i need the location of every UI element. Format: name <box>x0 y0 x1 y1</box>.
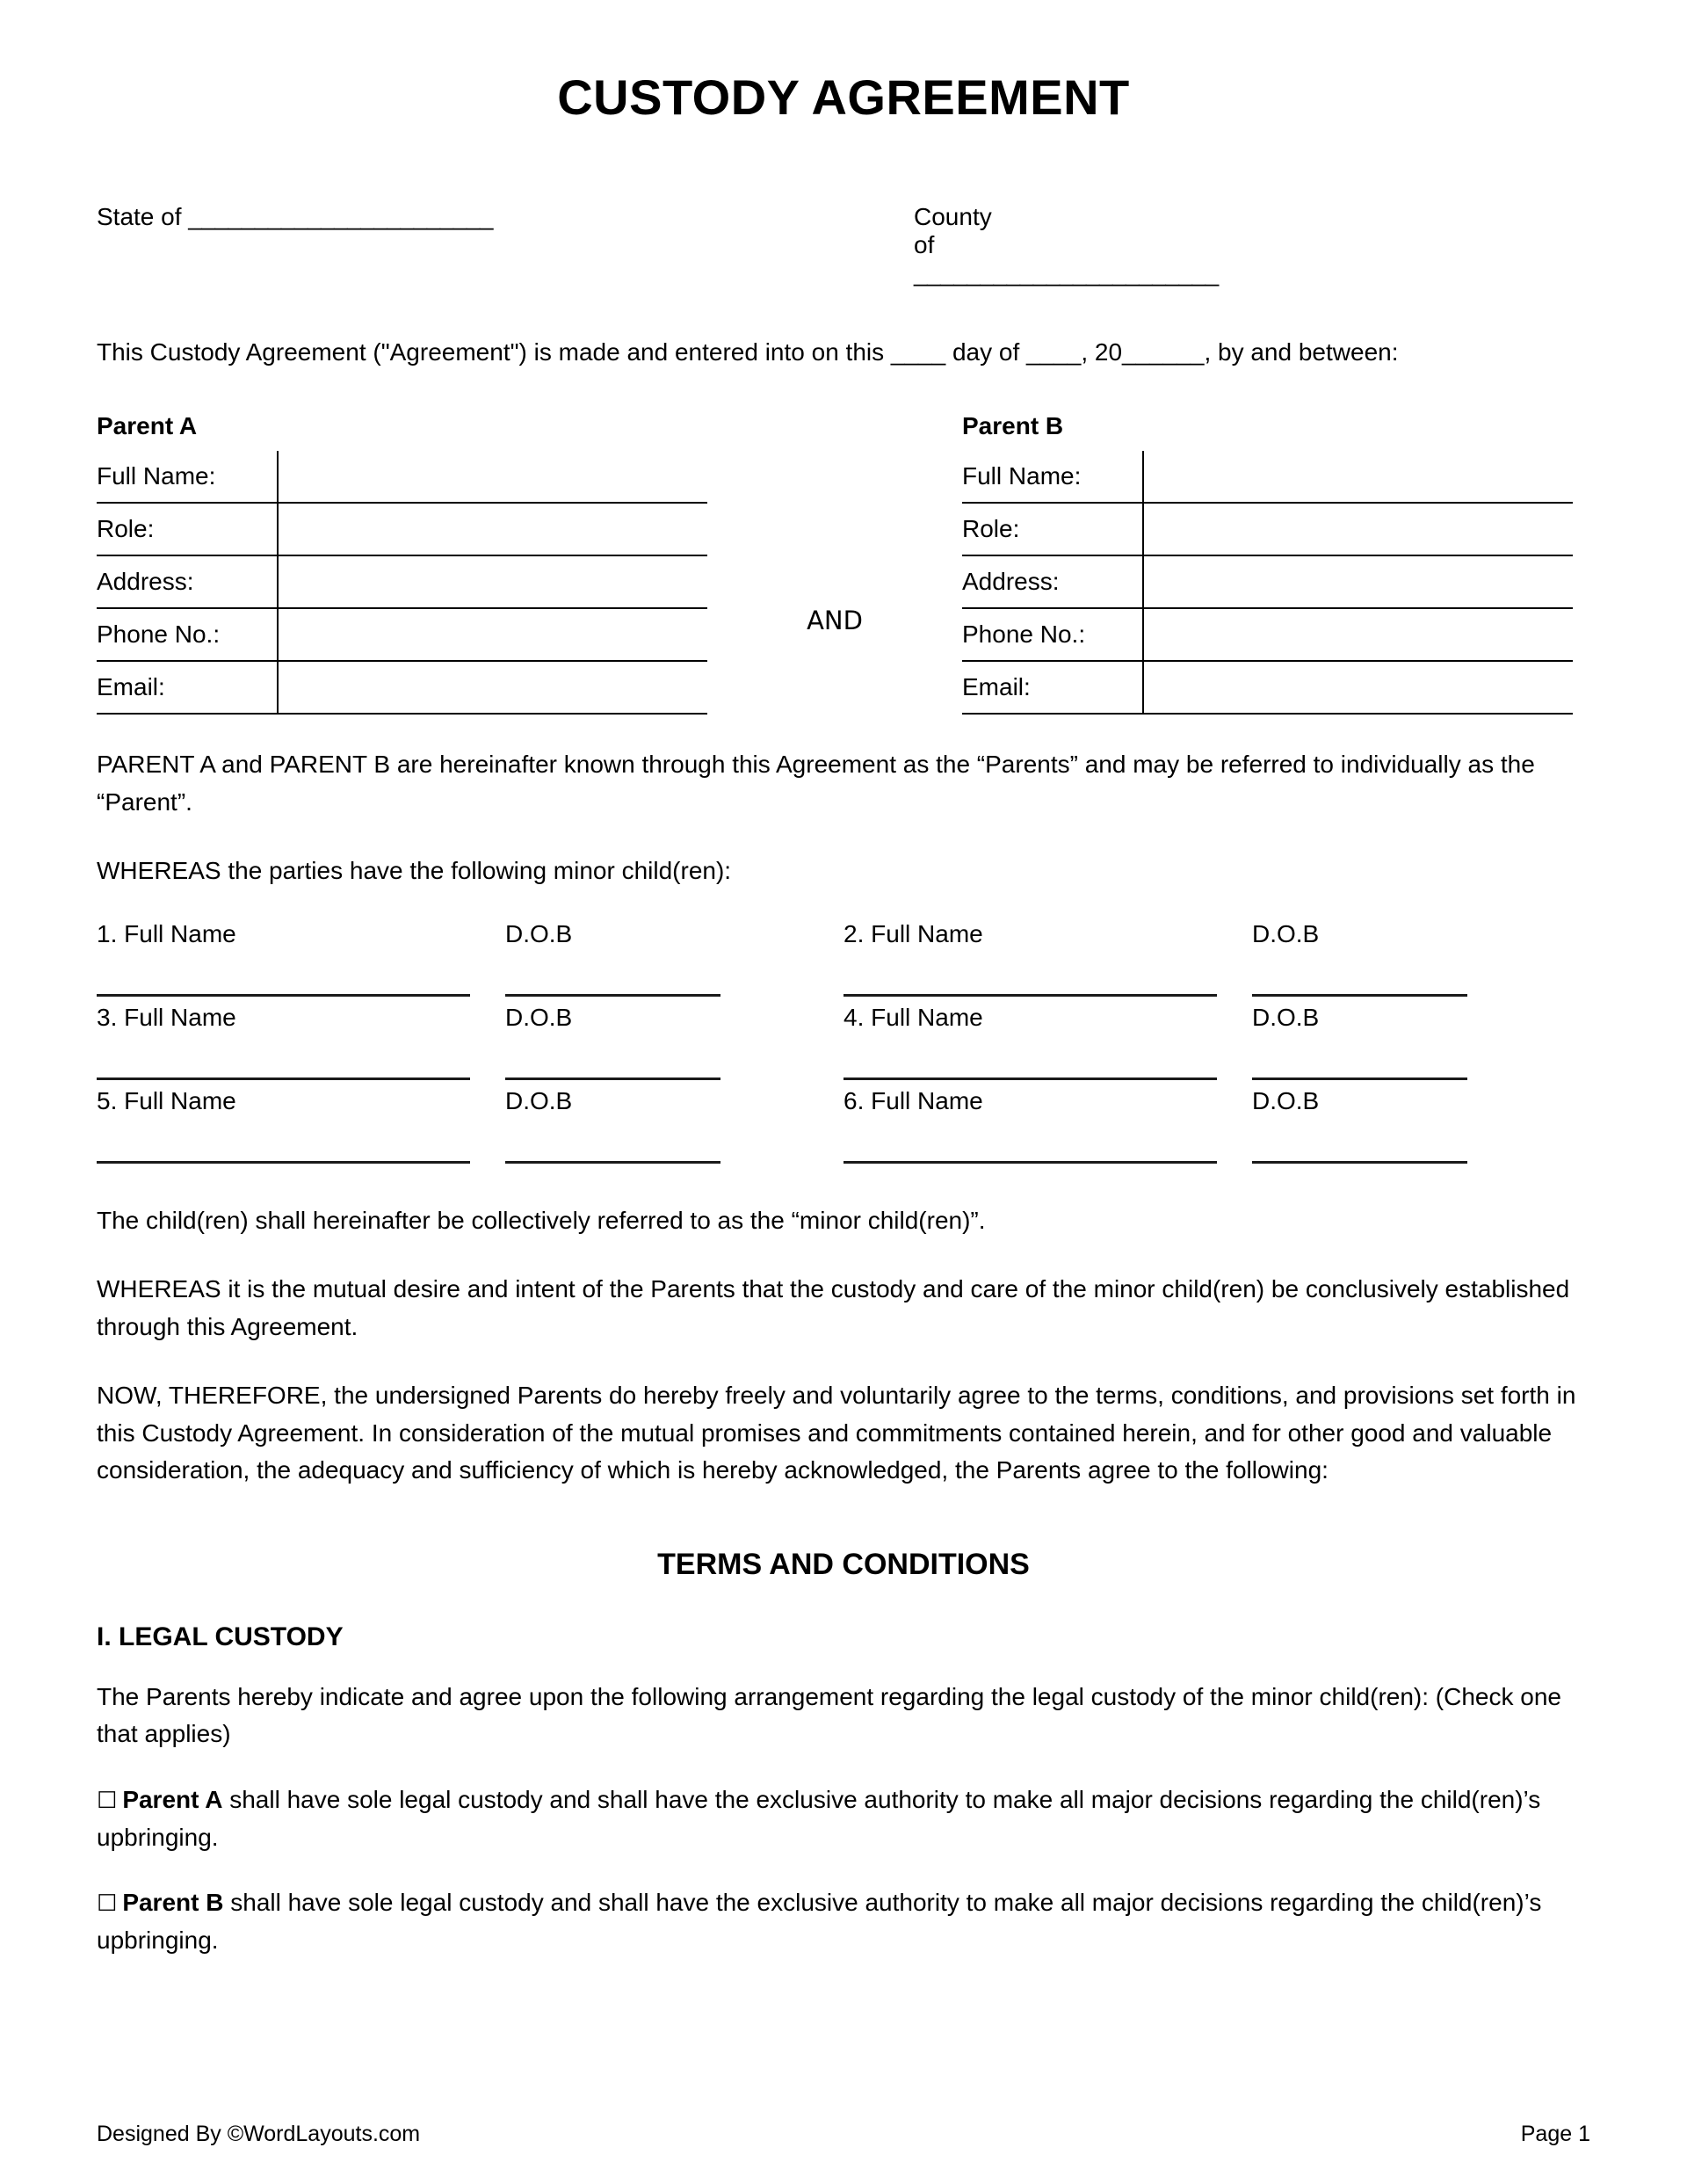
page-footer <box>97 2122 1590 2147</box>
child-6-name-label <box>844 1087 1252 1161</box>
paragraph-whereas-intent: WHEREAS it is the mutual desire and intent of the Parents that the custody and care of the minor child(ren) be conclusively established through this Agreement. <box>97 1275 1570 1340</box>
state-county-row <box>97 203 1590 287</box>
child-5-name-field <box>97 1087 505 1164</box>
child-4-dob-field <box>1252 1004 1472 1080</box>
county-field <box>70 203 1219 287</box>
parent-a-table <box>97 451 707 715</box>
child-1-dob-input-line[interactable] <box>505 994 720 997</box>
checkbox-icon[interactable]: ☐ <box>97 1788 118 1815</box>
child-entry-1 <box>97 920 844 997</box>
paragraph-parents-defined: PARENT A and PARENT B are hereinafter known through this Agreement as the “Parents” and may be referred to individually as the “Parent”. <box>97 751 1535 816</box>
table-row <box>962 555 1573 608</box>
parent-a-field-value-role[interactable] <box>278 503 707 555</box>
child-row <box>97 1087 1590 1164</box>
and-separator <box>707 412 962 715</box>
parent-b-field-value-email[interactable] <box>1143 661 1573 714</box>
parent-a-field-value-address[interactable] <box>278 555 707 608</box>
child-6-dob-input-line[interactable] <box>1252 1161 1467 1164</box>
child-entry-2 <box>844 920 1590 997</box>
parent-b-field-label-email: Email: <box>962 661 1143 714</box>
child-5-dob-input-line[interactable] <box>505 1161 720 1164</box>
parent-b-field-value-full-name[interactable] <box>1143 451 1573 503</box>
table-row <box>97 503 707 555</box>
checkbox-icon[interactable]: ☐ <box>97 1890 118 1918</box>
table-row <box>962 608 1573 661</box>
and-label: AND <box>807 606 863 635</box>
child-6-name-text: Full Name <box>871 1086 983 1114</box>
table-row <box>97 608 707 661</box>
child-3-name-input-line[interactable] <box>97 1077 470 1080</box>
parents-section <box>97 412 1590 715</box>
table-row <box>962 661 1573 714</box>
child-3-dob-field <box>505 1004 725 1080</box>
parent-a-field-label-email: Email: <box>97 661 278 714</box>
parent-a-field-label-address: Address: <box>97 555 278 608</box>
parent-a-field-value-full-name[interactable] <box>278 451 707 503</box>
child-5-name-input-line[interactable] <box>97 1161 470 1164</box>
child-entry-3 <box>97 1004 844 1080</box>
parent-b-field-label-address: Address: <box>962 555 1143 608</box>
paragraph-whereas-children: WHEREAS the parties have the following minor child(ren): <box>97 857 732 885</box>
child-1-dob-label: D.O.B <box>505 919 573 947</box>
state-label: State of <box>97 203 189 230</box>
option-b-bold-label: Parent B <box>122 1889 224 1917</box>
parent-b-field-value-address[interactable] <box>1143 555 1573 608</box>
child-1-number: 1. <box>97 919 118 947</box>
parent-b-field-label-role: Role: <box>962 503 1143 555</box>
child-1-name-field <box>97 920 505 997</box>
clause-legal-custody-intro: The Parents hereby indicate and agree upon the following arrangement regarding the legal custody of the minor child(ren): (Check one that applies) <box>97 1682 1561 1748</box>
parent-a-field-value-email[interactable] <box>278 661 707 714</box>
parent-b-field-label-phone: Phone No.: <box>962 608 1143 661</box>
child-3-number: 3. <box>97 1003 118 1031</box>
child-1-name-input-line[interactable] <box>97 994 470 997</box>
terms-and-conditions-heading: TERMS AND CONDITIONS <box>657 1547 1030 1581</box>
child-3-name-label <box>97 1004 505 1077</box>
child-2-name-field <box>844 920 1252 997</box>
option-b-text: shall have sole legal custody and shall have the exclusive authority to make all major decisions regarding the child(ren)’s upbringing. <box>97 1889 1542 1954</box>
table-row <box>97 555 707 608</box>
child-entry-6 <box>844 1087 1590 1164</box>
child-row <box>97 920 1590 997</box>
child-3-dob-label: D.O.B <box>505 1003 573 1031</box>
state-blank[interactable]: _______________________ <box>188 203 493 230</box>
parent-a-field-label-phone: Phone No.: <box>97 608 278 661</box>
legal-custody-option-parent-b[interactable] <box>97 1856 1590 1959</box>
child-6-dob-label: D.O.B <box>1252 1086 1320 1114</box>
child-5-name-text: Full Name <box>124 1086 236 1114</box>
child-4-number: 4. <box>844 1003 865 1031</box>
parent-a-column <box>97 412 707 715</box>
child-1-name-text: Full Name <box>124 919 236 947</box>
child-3-name-text: Full Name <box>124 1003 236 1031</box>
option-a-bold-label: Parent A <box>122 1786 223 1814</box>
child-3-dob-input-line[interactable] <box>505 1077 720 1080</box>
child-entry-4 <box>844 1004 1590 1080</box>
child-2-dob-label: D.O.B <box>1252 919 1320 947</box>
parent-a-field-value-phone[interactable] <box>278 608 707 661</box>
child-5-name-label <box>97 1087 505 1161</box>
child-6-dob-field <box>1252 1087 1472 1164</box>
child-5-dob-label: D.O.B <box>505 1086 573 1114</box>
county-label: County of <box>914 203 992 258</box>
paragraph-collectively: The child(ren) shall hereinafter be collectively referred to as the “minor child(ren)”. <box>97 1206 986 1234</box>
child-row <box>97 1004 1590 1080</box>
child-1-dob-field <box>505 920 725 997</box>
county-blank[interactable]: _______________________ <box>914 259 1219 287</box>
legal-custody-option-parent-a[interactable] <box>97 1753 1590 1856</box>
parent-a-heading: Parent A <box>97 412 198 439</box>
clause-legal-custody-heading: I. LEGAL CUSTODY <box>97 1622 344 1651</box>
paragraph-now-therefore: NOW, THEREFORE, the undersigned Parents do hereby freely and voluntarily agree to the terms, conditions, and provisions set forth in this Custody Agreement. In consideration of the mutual promises and commitments contained herein, and for other good and valuable consideration, the adequacy and sufficiency of which is hereby acknowledged, the Parents agree to the following: <box>97 1382 1576 1484</box>
child-3-name-field <box>97 1004 505 1080</box>
child-4-name-label <box>844 1004 1252 1077</box>
page-title: CUSTODY AGREEMENT <box>557 69 1130 125</box>
footer-page-number: Page 1 <box>1520 2122 1590 2146</box>
child-4-name-input-line[interactable] <box>844 1077 1217 1080</box>
child-2-dob-field <box>1252 920 1472 997</box>
table-row <box>962 451 1573 503</box>
parent-a-field-label-role: Role: <box>97 503 278 555</box>
child-4-name-text: Full Name <box>871 1003 983 1031</box>
child-2-name-label <box>844 920 1252 994</box>
children-list <box>97 920 1590 1164</box>
child-1-name-label <box>97 920 505 994</box>
child-4-dob-label: D.O.B <box>1252 1003 1320 1031</box>
child-4-dob-input-line[interactable] <box>1252 1077 1467 1080</box>
child-2-number: 2. <box>844 919 865 947</box>
table-row <box>962 503 1573 555</box>
child-6-name-field <box>844 1087 1252 1164</box>
parent-a-field-label-full-name: Full Name: <box>97 451 278 503</box>
table-row <box>97 661 707 714</box>
parent-b-field-value-phone[interactable] <box>1143 608 1573 661</box>
child-6-number: 6. <box>844 1086 865 1114</box>
table-row <box>97 451 707 503</box>
option-a-text: shall have sole legal custody and shall have the exclusive authority to make all major decisions regarding the child(ren)’s upbringing. <box>97 1786 1541 1851</box>
parent-b-table <box>962 451 1573 715</box>
child-2-dob-input-line[interactable] <box>1252 994 1467 997</box>
agreement-intro-line: This Custody Agreement ("Agreement") is made and entered into on this ____ day of ____, 20______, by and between: <box>97 338 1399 366</box>
footer-credit: Designed By ©WordLayouts.com <box>97 2122 421 2146</box>
parent-b-field-value-role[interactable] <box>1143 503 1573 555</box>
child-6-name-input-line[interactable] <box>844 1161 1217 1164</box>
child-5-dob-field <box>505 1087 725 1164</box>
child-2-name-text: Full Name <box>871 919 983 947</box>
child-4-name-field <box>844 1004 1252 1080</box>
child-2-name-input-line[interactable] <box>844 994 1217 997</box>
child-5-number: 5. <box>97 1086 118 1114</box>
parent-b-column <box>962 412 1573 715</box>
parent-b-heading: Parent B <box>962 412 1064 439</box>
child-entry-5 <box>97 1087 844 1164</box>
parent-b-field-label-full-name: Full Name: <box>962 451 1143 503</box>
